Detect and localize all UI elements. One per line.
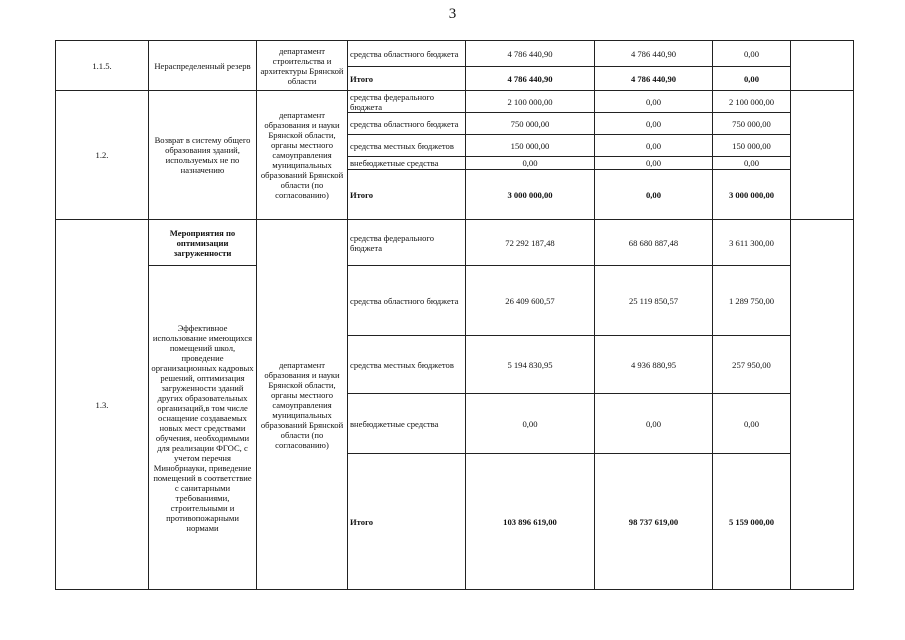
- amount-total: 26 409 600,57: [466, 266, 595, 336]
- amount-col2: 98 737 619,00: [595, 454, 713, 590]
- amount-col3: 3 000 000,00: [713, 170, 791, 220]
- table-row: [56, 41, 854, 67]
- amount-col2: 4 786 440,90: [595, 67, 713, 91]
- funding-source: средства федерального бюджета: [348, 91, 466, 113]
- activity-heading: Мероприятия по оптимизации загруженности: [149, 220, 257, 266]
- budget-table: [55, 40, 854, 590]
- amount-col3: 5 159 000,00: [713, 454, 791, 590]
- amount-col3: 3 611 300,00: [713, 220, 791, 266]
- funding-source: средства местных бюджетов: [348, 336, 466, 394]
- amount-col2: 0,00: [595, 157, 713, 170]
- amount-total: 2 100 000,00: [466, 91, 595, 113]
- executor: департамент строительства и архитектуры Брянской области: [257, 41, 348, 91]
- amount-col3: 0,00: [713, 41, 791, 67]
- empty-cell: [791, 41, 854, 91]
- activity-title: Возврат в систему общего образования зданий, используемых не по назначению: [149, 91, 257, 220]
- amount-col3: 0,00: [713, 157, 791, 170]
- amount-col2: 0,00: [595, 91, 713, 113]
- funding-source: средства областного бюджета: [348, 41, 466, 67]
- table-row: [56, 266, 854, 336]
- amount-col2: 4 936 880,95: [595, 336, 713, 394]
- amount-col3: 150 000,00: [713, 135, 791, 157]
- amount-total: 750 000,00: [466, 113, 595, 135]
- table-row: [56, 220, 854, 266]
- amount-col3: 2 100 000,00: [713, 91, 791, 113]
- table-row: [56, 91, 854, 113]
- amount-col2: 68 680 887,48: [595, 220, 713, 266]
- amount-total: 103 896 619,00: [466, 454, 595, 590]
- amount-total: 150 000,00: [466, 135, 595, 157]
- funding-source: Итого: [348, 454, 466, 590]
- amount-col3: 0,00: [713, 394, 791, 454]
- empty-cell: [791, 91, 854, 220]
- amount-total: 4 786 440,90: [466, 41, 595, 67]
- funding-source: средства федерального бюджета: [348, 220, 466, 266]
- activity-title: Эффективное использование имеющихся помещений школ, проведение организационных кадровых решений, оптимизация загруженности зданий других образовательных организаций,в том числе оснащение создаваемых новых мест средствами обучения, необходимыми для реализации ФГОС, с учетом перечня Минобрнауки, приведение помещений в соответствие с санитарными требованиями, строительными и противопожарными нормами: [149, 266, 257, 590]
- row-number: 1.1.5.: [56, 41, 149, 91]
- row-number: 1.3.: [56, 220, 149, 590]
- amount-total: 3 000 000,00: [466, 170, 595, 220]
- amount-col3: 257 950,00: [713, 336, 791, 394]
- funding-source: средства областного бюджета: [348, 113, 466, 135]
- amount-total: 72 292 187,48: [466, 220, 595, 266]
- amount-col2: 0,00: [595, 135, 713, 157]
- amount-total: 0,00: [466, 157, 595, 170]
- empty-cell: [791, 220, 854, 590]
- amount-col3: 1 289 750,00: [713, 266, 791, 336]
- amount-col2: 0,00: [595, 394, 713, 454]
- page-number: 3: [448, 6, 457, 22]
- amount-col2: 25 119 850,57: [595, 266, 713, 336]
- funding-source: внебюджетные средства: [348, 394, 466, 454]
- executor: департамент образования и науки Брянской области, органы местного самоуправления муниципальных образований Брянской области (по согласованию): [257, 220, 348, 590]
- amount-total: 4 786 440,90: [466, 67, 595, 91]
- amount-total: 0,00: [466, 394, 595, 454]
- activity-title: Нераспределенный резерв: [149, 41, 257, 91]
- funding-source: средства местных бюджетов: [348, 135, 466, 157]
- amount-col3: 0,00: [713, 67, 791, 91]
- amount-col3: 750 000,00: [713, 113, 791, 135]
- amount-total: 5 194 830,95: [466, 336, 595, 394]
- funding-source: внебюджетные средства: [348, 157, 466, 170]
- amount-col2: 4 786 440,90: [595, 41, 713, 67]
- funding-source: Итого: [348, 170, 466, 220]
- amount-col2: 0,00: [595, 170, 713, 220]
- row-number: 1.2.: [56, 91, 149, 220]
- funding-source: Итого: [348, 67, 466, 91]
- amount-col2: 0,00: [595, 113, 713, 135]
- funding-source: средства областного бюджета: [348, 266, 466, 336]
- executor: департамент образования и науки Брянской области, органы местного самоуправления муниципальных образований Брянской области (по согласованию): [257, 91, 348, 220]
